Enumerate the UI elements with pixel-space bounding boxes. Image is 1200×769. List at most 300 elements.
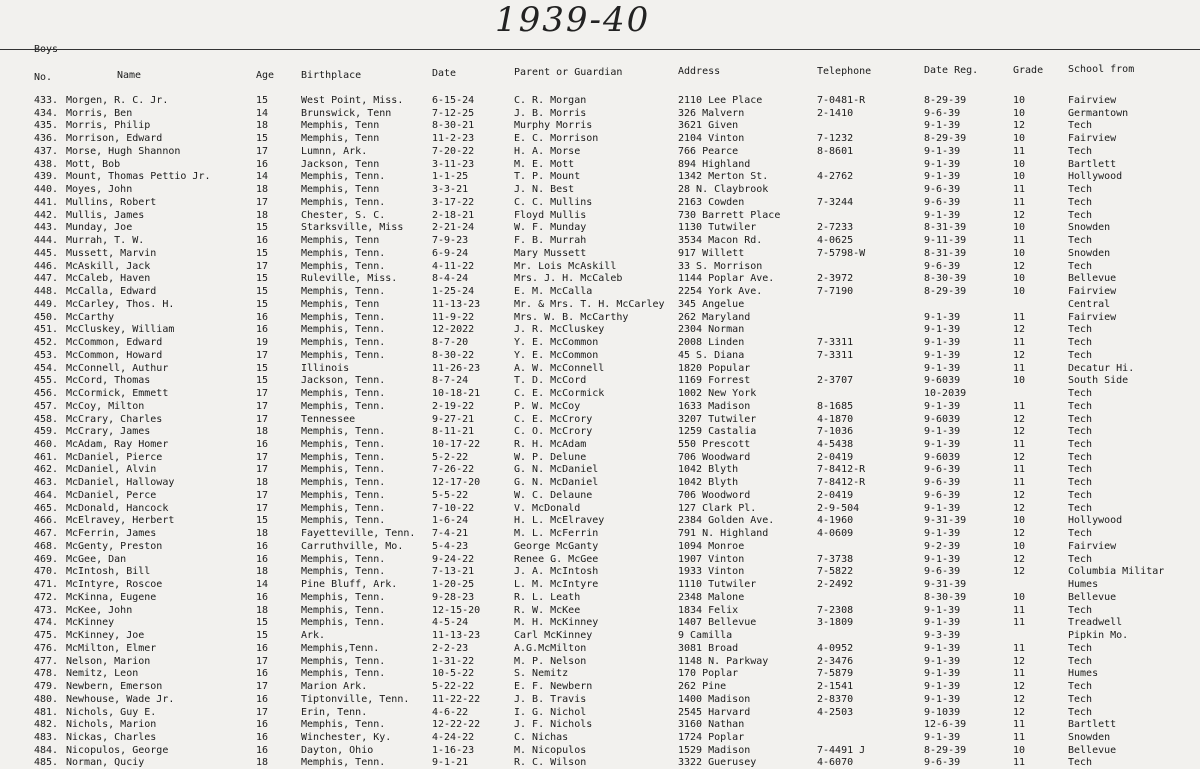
cell-grade: 12 <box>1013 324 1026 336</box>
cell-date: 4-5-24 <box>432 617 469 629</box>
cell-school-from: Tech <box>1068 260 1093 272</box>
cell-school-from: Tech <box>1068 655 1093 667</box>
cell-address: 1002 New York <box>678 388 757 400</box>
cell-date: 7-10-22 <box>432 502 475 514</box>
table-row <box>0 209 1200 222</box>
cell-parent: M. L. McFerrin <box>514 528 599 540</box>
cell-school-from: Central <box>1068 298 1111 310</box>
cell-grade: 11 <box>1013 642 1026 654</box>
cell-date: 9-24-22 <box>432 553 475 565</box>
table-row <box>0 731 1200 744</box>
table-row <box>0 311 1200 324</box>
cell-date: 11-13-23 <box>432 630 481 642</box>
cell-date: 7-4-21 <box>432 528 469 540</box>
cell-school-from: Tech <box>1068 324 1093 336</box>
cell-address: 345 Angelue <box>678 298 745 310</box>
cell-grade: 12 <box>1013 413 1026 425</box>
cell-address: 1169 Forrest <box>678 375 751 387</box>
cell-date-reg: 9-1-39 <box>924 349 961 361</box>
cell-parent: C. R. Morgan <box>514 95 587 106</box>
cell-no: 435. <box>34 120 59 132</box>
cell-birthplace: Memphis, Tenn. <box>301 591 386 603</box>
cell-parent: W. C. Delaune <box>514 489 593 501</box>
cell-name: McCluskey, William <box>66 324 175 336</box>
cell-telephone: 2-1410 <box>817 107 854 119</box>
cell-birthplace: Memphis, Tenn. <box>301 260 386 272</box>
cell-date: 4-6-22 <box>432 706 469 718</box>
cell-name: Mullins, Robert <box>66 196 157 208</box>
cell-grade: 10 <box>1013 247 1026 259</box>
cell-birthplace: Memphis, Tenn. <box>301 757 386 769</box>
table-row <box>0 680 1200 693</box>
cell-parent: R. C. Wilson <box>514 757 587 769</box>
cell-date-reg: 9-1-39 <box>924 732 961 743</box>
cell-name: Moyes, John <box>66 184 133 196</box>
cell-age: 15 <box>256 375 269 387</box>
cell-name: Newbern, Emerson <box>66 681 163 693</box>
cell-parent: M. H. McKinney <box>514 617 599 629</box>
cell-date-reg: 9-1-39 <box>924 604 961 616</box>
cell-date-reg: 9-1-39 <box>924 145 961 157</box>
cell-date-reg: 12-6-39 <box>924 719 967 731</box>
cell-date: 10-17-22 <box>432 438 481 450</box>
cell-no: 457. <box>34 400 59 412</box>
cell-name: Norman, Quciy <box>66 757 145 769</box>
cell-date: 12-15-20 <box>432 604 481 616</box>
cell-birthplace: Memphis, Tenn. <box>301 438 386 450</box>
cell-address: 1724 Poplar <box>678 732 745 743</box>
cell-parent: G. N. McDaniel <box>514 477 599 489</box>
cell-parent: I. G. Nichol <box>514 706 587 718</box>
col-header-no: No. <box>34 72 53 83</box>
cell-name: Nichols, Marion <box>66 719 157 731</box>
cell-address: 1407 Bellevue <box>678 617 757 629</box>
cell-name: McCrary, Charles <box>66 413 163 425</box>
cell-grade: 11 <box>1013 732 1026 743</box>
cell-date: 11-9-22 <box>432 311 475 323</box>
cell-school-from: Bellevue <box>1068 273 1117 285</box>
col-header-date: Date <box>432 68 457 79</box>
cell-address: 1042 Blyth <box>678 477 739 489</box>
cell-address: 1130 Tutwiler <box>678 222 757 234</box>
cell-birthplace: Memphis, Tenn. <box>301 426 386 438</box>
cell-no: 466. <box>34 515 59 527</box>
cell-birthplace: Memphis, Tenn. <box>301 196 386 208</box>
cell-date: 5-2-22 <box>432 451 469 463</box>
cell-date: 7-26-22 <box>432 464 475 476</box>
cell-grade: 10 <box>1013 273 1026 285</box>
cell-telephone: 7-4491 J <box>817 744 866 756</box>
cell-name: McCoy, Milton <box>66 400 145 412</box>
col-header-birthplace: Birthplace <box>301 70 362 81</box>
cell-no: 459. <box>34 426 59 438</box>
cell-address: 45 S. Diana <box>678 349 745 361</box>
cell-name: McIntosh, Bill <box>66 566 151 578</box>
cell-address: 1259 Castalia <box>678 426 757 438</box>
cell-telephone: 4-2762 <box>817 171 854 183</box>
cell-parent: Mr. & Mrs. T. H. McCarley <box>514 298 665 310</box>
cell-telephone: 2-3707 <box>817 375 854 387</box>
cell-age: 17 <box>256 451 269 463</box>
cell-date-reg: 9-1-39 <box>924 426 961 438</box>
cell-date-reg: 8-29-39 <box>924 744 967 756</box>
cell-age: 16 <box>256 540 269 552</box>
cell-age: 16 <box>256 719 269 731</box>
cell-no: 479. <box>34 681 59 693</box>
cell-telephone: 4-6070 <box>817 757 854 769</box>
cell-school-from: Hollywood <box>1068 171 1123 183</box>
cell-parent: A.G.McMilton <box>514 642 587 654</box>
cell-no: 442. <box>34 209 59 221</box>
cell-no: 448. <box>34 286 59 298</box>
cell-age: 16 <box>256 324 269 336</box>
cell-parent: J. A. McIntosh <box>514 566 599 578</box>
cell-no: 476. <box>34 642 59 654</box>
cell-date-reg: 9-6-39 <box>924 260 961 272</box>
cell-name: McCommon, Edward <box>66 337 163 349</box>
cell-address: 262 Maryland <box>678 311 751 323</box>
cell-name: Nichols, Guy E. <box>66 706 157 718</box>
cell-school-from: Bartlett <box>1068 158 1117 170</box>
cell-name: McElravey, Herbert <box>66 515 175 527</box>
cell-date: 4-11-22 <box>432 260 475 272</box>
cell-date-reg: 8-30-39 <box>924 273 967 285</box>
cell-grade: 12 <box>1013 426 1026 438</box>
cell-birthplace: Pine Bluff, Ark. <box>301 579 398 591</box>
cell-date-reg: 9-6-39 <box>924 757 961 769</box>
cell-school-from: Bartlett <box>1068 719 1117 731</box>
cell-name: Mullis, James <box>66 209 145 221</box>
cell-no: 440. <box>34 184 59 196</box>
cell-telephone: 7-5798-W <box>817 247 866 259</box>
cell-birthplace: Memphis, Tenn. <box>301 324 386 336</box>
cell-parent: L. M. McIntyre <box>514 579 599 591</box>
cell-parent: Carl McKinney <box>514 630 593 642</box>
cell-date-reg: 9-1-39 <box>924 324 961 336</box>
cell-parent: Mrs. W. B. McCarthy <box>514 311 629 323</box>
cell-no: 462. <box>34 464 59 476</box>
cell-address: 1834 Felix <box>678 604 739 616</box>
cell-address: 1342 Merton St. <box>678 171 769 183</box>
cell-school-from: Tech <box>1068 642 1093 654</box>
cell-date: 12-17-20 <box>432 477 481 489</box>
cell-birthplace: Memphis,Tenn. <box>301 642 380 654</box>
cell-date: 1-25-24 <box>432 286 475 298</box>
cell-age: 17 <box>256 655 269 667</box>
cell-name: McAdam, Ray Homer <box>66 438 169 450</box>
cell-birthplace: Fayetteville, Tenn. <box>301 528 416 540</box>
cell-birthplace: Memphis, Tenn. <box>301 566 386 578</box>
cell-date: 3-17-22 <box>432 196 475 208</box>
cell-address: 33 S. Morrison <box>678 260 763 272</box>
cell-date: 10-18-21 <box>432 388 481 400</box>
cell-address: 1633 Madison <box>678 400 751 412</box>
cell-age: 17 <box>256 400 269 412</box>
cell-date-reg: 9-1-39 <box>924 693 961 705</box>
cell-address: 9 Camilla <box>678 630 733 642</box>
cell-parent: E. M. McCalla <box>514 286 593 298</box>
cell-grade: 10 <box>1013 515 1026 527</box>
cell-grade: 12 <box>1013 681 1026 693</box>
col-header-name: Name <box>117 70 142 81</box>
table-row <box>0 119 1200 132</box>
cell-telephone: 4-0609 <box>817 528 854 540</box>
cell-telephone: 4-0625 <box>817 235 854 247</box>
cell-grade: 12 <box>1013 655 1026 667</box>
table-row <box>0 527 1200 540</box>
cell-school-from: Tech <box>1068 120 1093 132</box>
cell-birthplace: Chester, S. C. <box>301 209 386 221</box>
cell-parent: R. W. McKee <box>514 604 581 616</box>
cell-school-from: Tech <box>1068 388 1093 400</box>
cell-name: Mount, Thomas Pettio Jr. <box>66 171 211 183</box>
cell-name: McCord, Thomas <box>66 375 151 387</box>
cell-date-reg: 9-1-39 <box>924 642 961 654</box>
cell-address: 3207 Tutwiler <box>678 413 757 425</box>
table-row <box>0 425 1200 438</box>
cell-date: 11-13-23 <box>432 298 481 310</box>
cell-no: 443. <box>34 222 59 234</box>
cell-name: McDaniel, Pierce <box>66 451 163 463</box>
cell-parent: J. F. Nichols <box>514 719 593 731</box>
cell-age: 16 <box>256 744 269 756</box>
cell-date: 8-4-24 <box>432 273 469 285</box>
cell-birthplace: Memphis, Tenn. <box>301 502 386 514</box>
cell-school-from: Humes <box>1068 668 1099 680</box>
cell-address: 170 Poplar <box>678 668 739 680</box>
cell-parent: R. H. McAdam <box>514 438 587 450</box>
table-row <box>0 693 1200 706</box>
cell-birthplace: Ruleville, Miss. <box>301 273 398 285</box>
cell-name: McKinna, Eugene <box>66 591 157 603</box>
cell-name: Morrison, Edward <box>66 133 163 145</box>
cell-birthplace: Memphis, Tenn <box>301 298 380 310</box>
cell-name: Mott, Bob <box>66 158 121 170</box>
cell-date: 1-16-23 <box>432 744 475 756</box>
cell-date-reg: 9-6-39 <box>924 489 961 501</box>
cell-parent: M. P. Nelson <box>514 655 587 667</box>
cell-name: Morgen, R. C. Jr. <box>66 95 169 106</box>
cell-date-reg: 9-6-39 <box>924 107 961 119</box>
cell-no: 478. <box>34 668 59 680</box>
cell-birthplace: Memphis, Tenn <box>301 184 380 196</box>
cell-grade: 11 <box>1013 477 1026 489</box>
cell-date-reg: 9-1-39 <box>924 655 961 667</box>
cell-date-reg: 9-6-39 <box>924 566 961 578</box>
cell-school-from: Tech <box>1068 757 1093 769</box>
cell-name: McDonald, Hancock <box>66 502 169 514</box>
cell-telephone: 2-0419 <box>817 489 854 501</box>
cell-date-reg: 9-1-39 <box>924 502 961 514</box>
cell-age: 15 <box>256 515 269 527</box>
cell-school-from: Tech <box>1068 196 1093 208</box>
cell-parent: Mr. Lois McAskill <box>514 260 617 272</box>
cell-name: McConnell, Authur <box>66 362 169 374</box>
cell-no: 481. <box>34 706 59 718</box>
cell-no: 438. <box>34 158 59 170</box>
cell-grade: 10 <box>1013 744 1026 756</box>
cell-name: McGee, Dan <box>66 553 127 565</box>
cell-telephone: 7-5879 <box>817 668 854 680</box>
cell-parent: G. N. McDaniel <box>514 464 599 476</box>
cell-age: 18 <box>256 184 269 196</box>
cell-address: 2110 Lee Place <box>678 95 763 106</box>
cell-no: 472. <box>34 591 59 603</box>
cell-birthplace: Memphis, Tenn. <box>301 477 386 489</box>
cell-name: McIntyre, Roscoe <box>66 579 163 591</box>
cell-parent: P. W. McCoy <box>514 400 581 412</box>
table-row <box>0 629 1200 642</box>
cell-school-from: Fairview <box>1068 311 1117 323</box>
cell-birthplace: Memphis, Tenn. <box>301 349 386 361</box>
cell-name: McFerrin, James <box>66 528 157 540</box>
table-row <box>0 438 1200 451</box>
cell-grade: 11 <box>1013 184 1026 196</box>
table-row <box>0 540 1200 553</box>
cell-birthplace: Winchester, Ky. <box>301 732 392 743</box>
table-row <box>0 413 1200 426</box>
cell-grade: 11 <box>1013 438 1026 450</box>
cell-no: 458. <box>34 413 59 425</box>
cell-parent: Floyd Mullis <box>514 209 587 221</box>
table-row <box>0 578 1200 591</box>
cell-address: 326 Malvern <box>678 107 745 119</box>
cell-birthplace: Brunswick, Tenn <box>301 107 392 119</box>
cell-name: McCarley, Thos. H. <box>66 298 175 310</box>
cell-date-reg: 9-1-39 <box>924 553 961 565</box>
cell-date-reg: 8-31-39 <box>924 222 967 234</box>
cell-age: 15 <box>256 95 269 106</box>
col-header-telephone: Telephone <box>817 66 872 77</box>
cell-parent: C. E. McCrory <box>514 413 593 425</box>
cell-grade: 12 <box>1013 693 1026 705</box>
cell-name: McDaniel, Halloway <box>66 477 175 489</box>
cell-grade: 10 <box>1013 158 1026 170</box>
cell-address: 2104 Vinton <box>678 133 745 145</box>
cell-no: 454. <box>34 362 59 374</box>
cell-age: 17 <box>256 196 269 208</box>
cell-school-from: South Side <box>1068 375 1129 387</box>
cell-telephone: 4-0952 <box>817 642 854 654</box>
cell-age: 17 <box>256 260 269 272</box>
cell-grade: 12 <box>1013 120 1026 132</box>
table-row <box>0 221 1200 234</box>
cell-date: 11-2-23 <box>432 133 475 145</box>
cell-telephone: 2-1541 <box>817 681 854 693</box>
cell-parent: T. P. Mount <box>514 171 581 183</box>
cell-grade: 12 <box>1013 451 1026 463</box>
cell-age: 17 <box>256 388 269 400</box>
cell-grade: 12 <box>1013 349 1026 361</box>
cell-age: 15 <box>256 247 269 259</box>
table-row <box>0 744 1200 757</box>
cell-date-reg: 9-6-39 <box>924 184 961 196</box>
cell-address: 1400 Madison <box>678 693 751 705</box>
cell-date: 8-7-20 <box>432 337 469 349</box>
cell-no: 437. <box>34 145 59 157</box>
cell-no: 461. <box>34 451 59 463</box>
cell-date: 7-20-22 <box>432 145 475 157</box>
cell-address: 791 N. Highland <box>678 528 769 540</box>
cell-parent: J. R. McCluskey <box>514 324 605 336</box>
cell-address: 2008 Linden <box>678 337 745 349</box>
cell-grade: 11 <box>1013 337 1026 349</box>
cell-date: 2-21-24 <box>432 222 475 234</box>
table-row <box>0 272 1200 285</box>
table-row <box>0 374 1200 387</box>
cell-age: 15 <box>256 133 269 145</box>
cell-birthplace: Memphis, Tenn. <box>301 400 386 412</box>
cell-telephone: 4-2503 <box>817 706 854 718</box>
cell-age: 16 <box>256 553 269 565</box>
cell-telephone: 3-1809 <box>817 617 854 629</box>
cell-telephone: 2-0419 <box>817 451 854 463</box>
cell-date-reg: 9-1-39 <box>924 438 961 450</box>
cell-school-from: Tech <box>1068 349 1093 361</box>
cell-telephone: 2-8370 <box>817 693 854 705</box>
cell-birthplace: Lumnn, Ark. <box>301 145 368 157</box>
cell-age: 16 <box>256 732 269 743</box>
cell-birthplace: Dayton, Ohio <box>301 744 374 756</box>
cell-grade: 12 <box>1013 528 1026 540</box>
cell-age: 14 <box>256 171 269 183</box>
cell-telephone: 7-7190 <box>817 286 854 298</box>
cell-no: 475. <box>34 630 59 642</box>
cell-date-reg: 9-1-39 <box>924 171 961 183</box>
cell-telephone: 7-1232 <box>817 133 854 145</box>
cell-no: 456. <box>34 388 59 400</box>
cell-birthplace: Tiptonville, Tenn. <box>301 693 410 705</box>
cell-age: 17 <box>256 706 269 718</box>
cell-no: 434. <box>34 107 59 119</box>
cell-no: 444. <box>34 235 59 247</box>
cell-grade: 10 <box>1013 286 1026 298</box>
cell-date-reg: 9-6-39 <box>924 464 961 476</box>
cell-no: 452. <box>34 337 59 349</box>
cell-name: McDaniel, Perce <box>66 489 157 501</box>
cell-school-from: Tech <box>1068 145 1093 157</box>
cell-age: 18 <box>256 528 269 540</box>
cell-no: 468. <box>34 540 59 552</box>
cell-date-reg: 9-6-39 <box>924 196 961 208</box>
cell-date: 9-28-23 <box>432 591 475 603</box>
cell-date: 2-2-23 <box>432 642 469 654</box>
cell-address: 2163 Cowden <box>678 196 745 208</box>
cell-telephone: 7-3244 <box>817 196 854 208</box>
cell-parent: H. A. Morse <box>514 145 581 157</box>
cell-no: 447. <box>34 273 59 285</box>
cell-no: 485. <box>34 757 59 769</box>
cell-parent: Y. E. McCommon <box>514 337 599 349</box>
cell-birthplace: Memphis, Tenn <box>301 235 380 247</box>
cell-name: Nelson, Marion <box>66 655 151 667</box>
cell-birthplace: West Point, Miss. <box>301 95 404 106</box>
table-row <box>0 489 1200 502</box>
cell-telephone: 2-3476 <box>817 655 854 667</box>
table-row <box>0 655 1200 668</box>
table-row <box>0 170 1200 183</box>
cell-age: 17 <box>256 464 269 476</box>
table-row <box>0 362 1200 375</box>
cell-school-from: Tech <box>1068 464 1093 476</box>
cell-age: 15 <box>256 273 269 285</box>
cell-parent: Mary Mussett <box>514 247 587 259</box>
cell-name: Newhouse, Wade Jr. <box>66 693 175 705</box>
cell-grade: 10 <box>1013 107 1026 119</box>
cell-school-from: Fairview <box>1068 133 1117 145</box>
cell-parent: M. E. Mott <box>514 158 575 170</box>
cell-grade: 12 <box>1013 489 1026 501</box>
